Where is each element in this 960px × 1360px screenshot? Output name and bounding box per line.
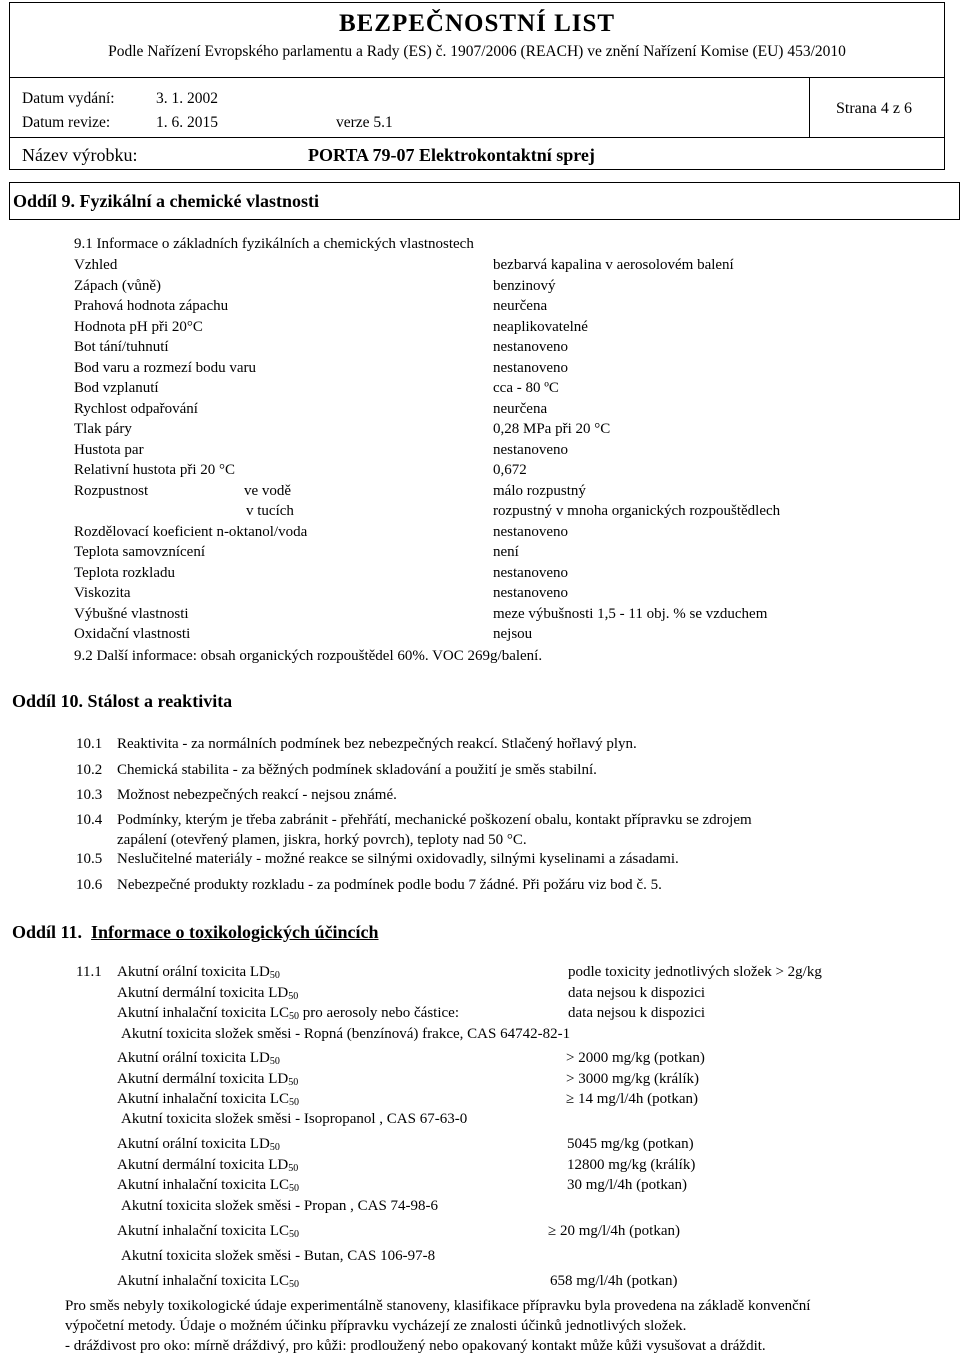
section9-heading: Oddíl 9. Fyzikální a chemické vlastnosti bbox=[13, 191, 320, 211]
toxicity-value: ≥ 20 mg/l/4h (potkan) bbox=[548, 1223, 680, 1239]
toxicity-value: 30 mg/l/4h (potkan) bbox=[567, 1177, 687, 1193]
toxicity-value: > 2000 mg/kg (potkan) bbox=[566, 1050, 705, 1066]
section9-other-info: 9.2 Další informace: obsah organických rozpouštědel 60%. VOC 269g/balení. bbox=[74, 648, 543, 664]
property-value: benzinový bbox=[493, 277, 556, 294]
toxicity-label bbox=[117, 1177, 299, 1194]
header-divider-1 bbox=[10, 77, 944, 78]
toxicity-label-subscript: 50 bbox=[288, 1163, 299, 1174]
component-heading: Akutní toxicita složek směsi - Butan, CAS 106-97-8 bbox=[121, 1248, 436, 1264]
property-value: málo rozpustný bbox=[493, 482, 586, 499]
toxicity-value: 658 mg/l/4h (potkan) bbox=[550, 1273, 678, 1289]
section10-heading: Oddíl 10. Stálost a reaktivita bbox=[12, 691, 233, 711]
property-label: Vzhled bbox=[74, 257, 118, 273]
toxicity-label-text: Akutní inhalační toxicita LC bbox=[117, 1223, 290, 1239]
property-label: Hustota par bbox=[74, 441, 144, 458]
section10-item-text: Nebezpečné produkty rozkladu - za podmínek podle bodu 7 žádné. Při požáru viz bod č. 5. bbox=[117, 877, 662, 893]
note-line-1: Pro směs nebyly toxikologické údaje experimentálně stanoveny, klasifikace přípravku byla provedena na základě konvenční bbox=[65, 1298, 811, 1314]
property-label: Bod varu a rozmezí bodu varu bbox=[74, 359, 257, 376]
toxicity-label-subscript: 50 bbox=[269, 970, 280, 981]
property-label: Teplota rozkladu bbox=[74, 564, 175, 581]
property-value: nestanoveno bbox=[493, 585, 568, 601]
property-value: nestanoveno bbox=[493, 441, 568, 458]
property-value: 0,28 MPa při 20 °C bbox=[493, 421, 611, 437]
property-value: rozpustný v mnoha organických rozpouštědlech bbox=[493, 503, 781, 519]
toxicity-label-text: Akutní inhalační toxicita LC bbox=[117, 1091, 290, 1107]
section11-heading bbox=[12, 922, 379, 943]
toxicity-label-text: Akutní inhalační toxicita LC bbox=[117, 1005, 290, 1021]
section11-num: 11.1 bbox=[76, 964, 102, 980]
toxicity-label bbox=[117, 1136, 280, 1153]
property-label: Rozdělovací koeficient n-oktanol/voda bbox=[74, 523, 308, 540]
document-title: BEZPEČNOSTNÍ LIST bbox=[338, 10, 616, 37]
toxicity-value: data nejsou k dispozici bbox=[568, 1005, 706, 1021]
section10-item-text: Chemická stabilita - za běžných podmínek skladování a použití je směs stabilní. bbox=[117, 762, 597, 778]
toxicity-label-text: Akutní inhalační toxicita LC bbox=[117, 1273, 290, 1289]
property-value: nejsou bbox=[493, 626, 533, 642]
section10-item-num: 10.3 bbox=[76, 787, 103, 803]
property-label: Hodnota pH při 20°C bbox=[74, 318, 203, 335]
property-label: Výbušné vlastnosti bbox=[74, 605, 189, 622]
toxicity-value: > 3000 mg/kg (králík) bbox=[566, 1071, 700, 1087]
revision-date-label: Datum revize: bbox=[22, 114, 111, 131]
property-label: Oxidační vlastnosti bbox=[74, 626, 191, 642]
property-value: nestanoveno bbox=[493, 339, 568, 355]
header-divider-2 bbox=[10, 137, 944, 138]
property-label: Bod vzplanutí bbox=[74, 380, 159, 396]
toxicity-label bbox=[117, 1223, 299, 1240]
page-number: Strana 4 z 6 bbox=[836, 100, 912, 117]
property-label: Rozpustnost bbox=[74, 482, 149, 499]
toxicity-label bbox=[117, 1005, 459, 1022]
toxicity-label-subscript: 50 bbox=[289, 1229, 300, 1240]
section10-item-text: Neslučitelné materiály - možné reakce se silnými oxidovadly, silnými kyselinami a zásadami. bbox=[117, 851, 679, 867]
toxicity-label-text: Akutní inhalační toxicita LC bbox=[117, 1177, 290, 1193]
property-label: Relativní hustota při 20 °C bbox=[74, 462, 235, 478]
section11-heading-text: Informace o toxikologických účincích bbox=[91, 922, 379, 942]
page-divider bbox=[809, 77, 810, 137]
product-label: Název výrobku: bbox=[22, 145, 138, 165]
toxicity-label-subscript: 50 bbox=[288, 991, 299, 1002]
component-heading: Akutní toxicita složek směsi - Ropná (benzínová) frakce, CAS 64742-82-1 bbox=[121, 1026, 571, 1042]
property-label: Prahová hodnota zápachu bbox=[74, 298, 229, 314]
toxicity-label bbox=[117, 1273, 299, 1290]
section10-item-num: 10.1 bbox=[76, 736, 103, 752]
issue-date-label: Datum vydání: bbox=[22, 90, 115, 107]
property-label: Bot tání/tuhnutí bbox=[74, 339, 169, 355]
toxicity-label bbox=[117, 1071, 298, 1088]
toxicity-label bbox=[117, 985, 298, 1002]
section10-item-num: 10.4 bbox=[76, 812, 103, 828]
property-label: Viskozita bbox=[74, 585, 131, 601]
property-label: Tlak páry bbox=[74, 421, 132, 437]
property-label: Teplota samovznícení bbox=[74, 544, 205, 560]
regulation-line: Podle Nařízení Evropského parlamentu a Rady (ES) č. 1907/2006 (REACH) ve znění Nařízení Komise (EU) 453/2010 bbox=[108, 43, 846, 60]
property-value: neurčena bbox=[493, 298, 548, 314]
note-line-2: výpočetní metody. Údaje o možném účinku přípravku vycházejí ze znalosti účinků jednotlivých složek. bbox=[65, 1318, 687, 1334]
issue-date: 3. 1. 2002 bbox=[156, 90, 218, 107]
property-value: nestanoveno bbox=[493, 564, 568, 581]
toxicity-label-text: Akutní orální toxicita LD bbox=[117, 964, 270, 980]
property-value: nestanoveno bbox=[493, 523, 568, 540]
toxicity-label-text: Akutní dermální toxicita LD bbox=[117, 985, 289, 1001]
toxicity-label-text: Akutní orální toxicita LD bbox=[117, 1050, 270, 1066]
section10-item-text-cont: zapálení (otevřený plamen, jiskra, horký povrch), teploty nad 50 °C. bbox=[117, 832, 527, 848]
toxicity-label bbox=[117, 1157, 298, 1174]
toxicity-label-suffix: pro aerosoly nebo částice: bbox=[299, 1005, 459, 1021]
property-value: neaplikovatelné bbox=[493, 318, 588, 335]
header-box bbox=[9, 2, 945, 170]
toxicity-label bbox=[117, 1091, 299, 1108]
section10-item-num: 10.6 bbox=[76, 877, 103, 893]
toxicity-label-subscript: 50 bbox=[269, 1056, 280, 1067]
property-value: neurčena bbox=[493, 400, 548, 417]
component-heading: Akutní toxicita složek směsi - Propan , CAS 74-98-6 bbox=[121, 1198, 439, 1214]
toxicity-label-subscript: 50 bbox=[289, 1183, 300, 1194]
section10-item-text: Možnost nebezpečných reakcí - nejsou známé. bbox=[117, 787, 397, 803]
property-sublabel: v tucích bbox=[246, 503, 294, 519]
toxicity-label bbox=[117, 1050, 280, 1067]
section9-heading-box bbox=[9, 182, 960, 220]
property-value: cca - 80 ºC bbox=[493, 380, 559, 396]
toxicity-label-subscript: 50 bbox=[288, 1077, 299, 1088]
property-sublabel: ve vodě bbox=[244, 482, 292, 499]
property-value: bezbarvá kapalina v aerosolovém balení bbox=[493, 257, 734, 273]
product-name: PORTA 79-07 Elektrokontaktní sprej bbox=[308, 145, 595, 165]
toxicity-value: 5045 mg/kg (potkan) bbox=[567, 1136, 694, 1152]
version: verze 5.1 bbox=[336, 114, 393, 131]
toxicity-value: ≥ 14 mg/l/4h (potkan) bbox=[566, 1091, 698, 1107]
toxicity-label-subscript: 50 bbox=[289, 1279, 300, 1290]
property-value: 0,672 bbox=[493, 462, 527, 478]
section11-heading-num: Oddíl 11. bbox=[12, 922, 83, 942]
section9-intro: 9.1 Informace o základních fyzikálních a chemických vlastnostech bbox=[74, 236, 474, 252]
toxicity-label-subscript: 50 bbox=[289, 1011, 300, 1022]
property-label: Zápach (vůně) bbox=[74, 277, 162, 294]
toxicity-label-subscript: 50 bbox=[289, 1097, 300, 1108]
section10-item-num: 10.5 bbox=[76, 851, 103, 867]
section10-item-text: Podmínky, kterým je třeba zabránit - přehřátí, mechanické poškození obalu, kontakt přípravku se zdrojem bbox=[117, 812, 752, 828]
toxicity-label-text: Akutní orální toxicita LD bbox=[117, 1136, 270, 1152]
property-value: nestanoveno bbox=[493, 359, 568, 376]
toxicity-label-text: Akutní dermální toxicita LD bbox=[117, 1157, 289, 1173]
note-line-3: - dráždivost pro oko: mírně dráždivý, pro kůži: prodloužený nebo opakovaný kontakt může kůži vysušovat a dráždit. bbox=[65, 1338, 766, 1354]
property-value: není bbox=[493, 544, 519, 560]
property-value: meze výbušnosti 1,5 - 11 obj. % se vzduchem bbox=[493, 605, 768, 622]
property-label: Rychlost odpařování bbox=[74, 400, 198, 417]
toxicity-label-text: Akutní dermální toxicita LD bbox=[117, 1071, 289, 1087]
component-heading: Akutní toxicita složek směsi - Isopropanol , CAS 67-63-0 bbox=[121, 1111, 468, 1127]
toxicity-value: data nejsou k dispozici bbox=[568, 985, 706, 1001]
toxicity-value: podle toxicity jednotlivých složek > 2g/kg bbox=[568, 964, 822, 980]
toxicity-label-subscript: 50 bbox=[269, 1142, 280, 1153]
section10-item-text: Reaktivita - za normálních podmínek bez nebezpečných reakcí. Stlačený hořlavý plyn. bbox=[117, 736, 637, 752]
toxicity-value: 12800 mg/kg (králík) bbox=[567, 1157, 696, 1173]
section10-item-num: 10.2 bbox=[76, 762, 103, 778]
toxicity-label bbox=[117, 964, 280, 981]
revision-date: 1. 6. 2015 bbox=[156, 114, 218, 131]
